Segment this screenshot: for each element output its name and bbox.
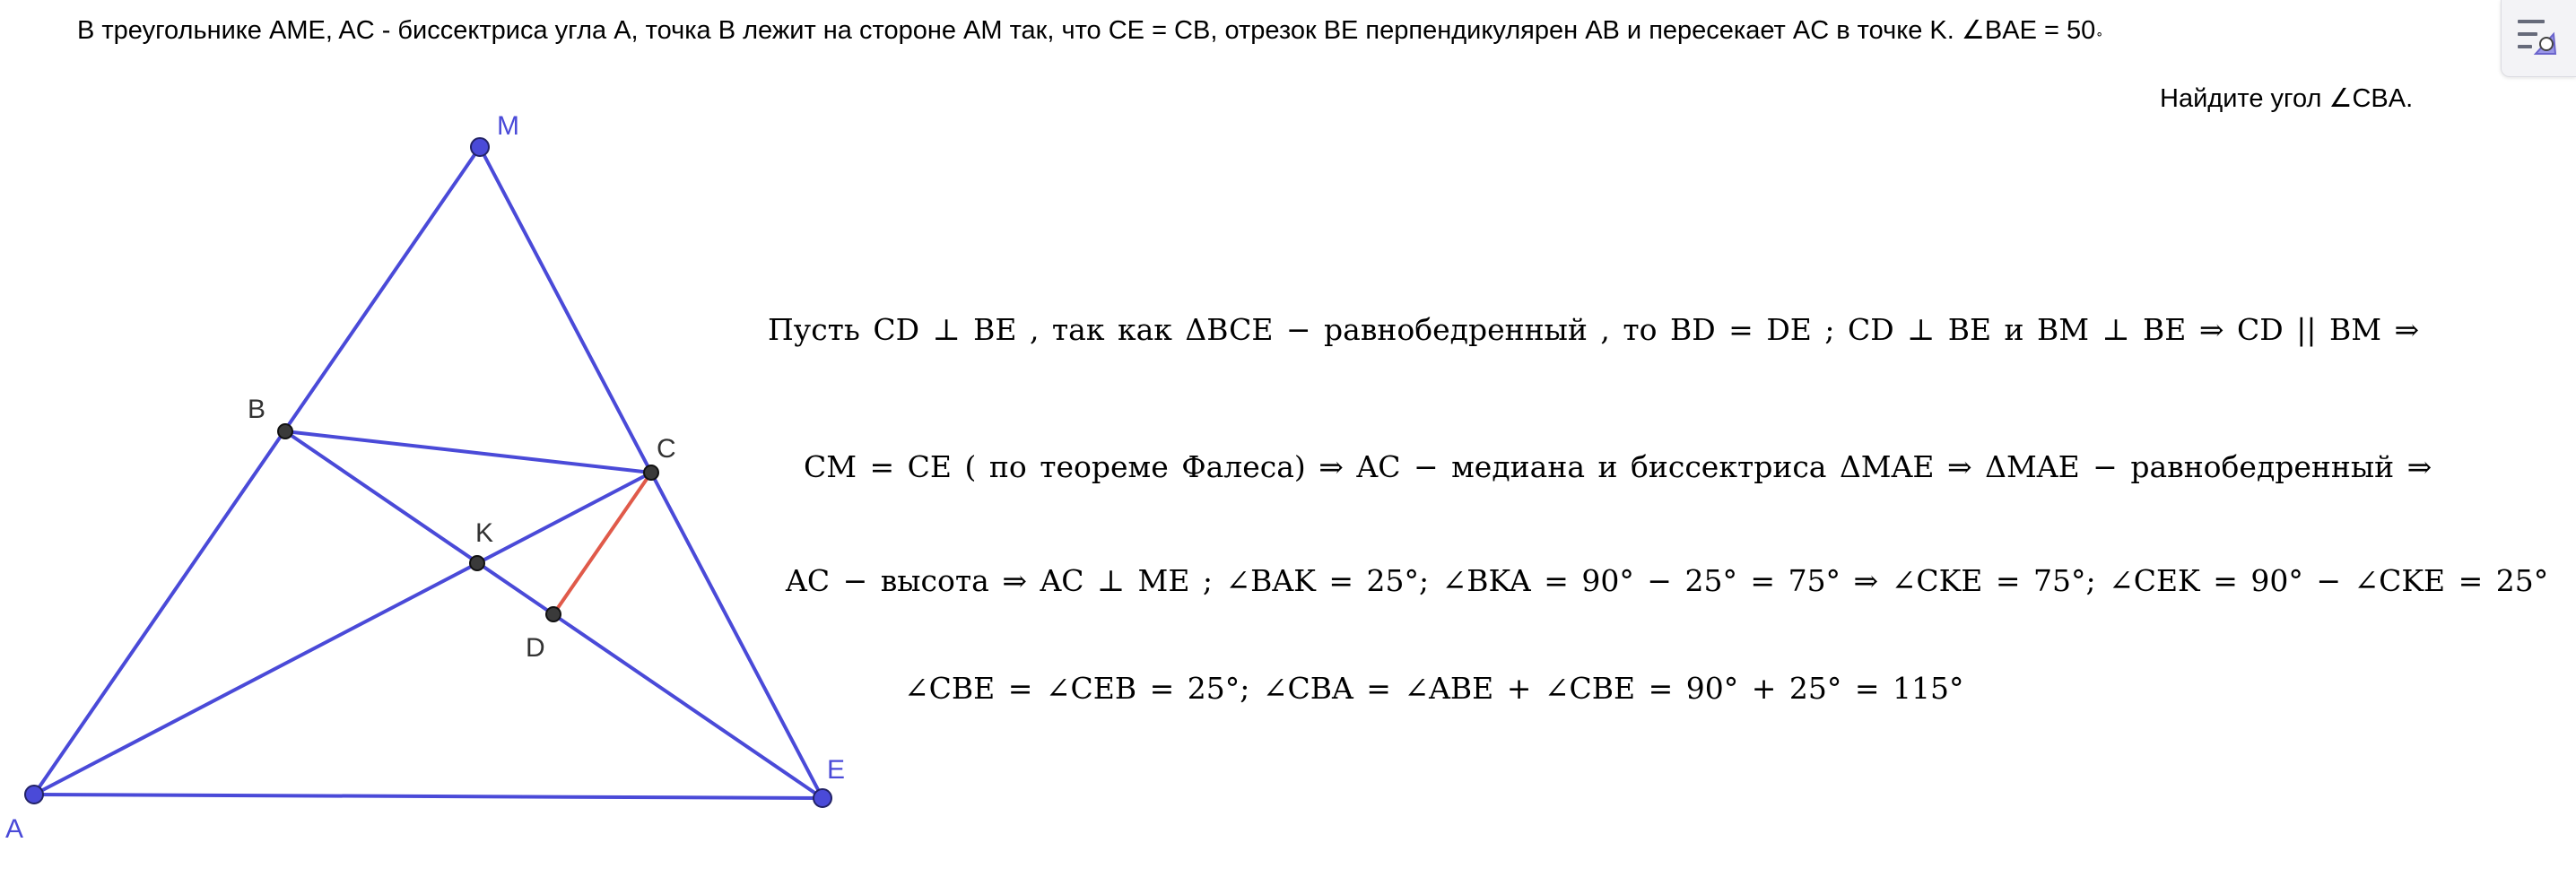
segment-AC bbox=[34, 473, 651, 795]
label-C: C bbox=[657, 434, 676, 464]
point-D bbox=[546, 607, 561, 621]
problem-question: Найдите угол ∠CBA. bbox=[2160, 84, 2414, 113]
label-E: E bbox=[827, 755, 846, 785]
problem-statement-text: В треугольнике AME, AC - биссектриса угла A, точка B лежит на стороне AM так, что CE = CB, отрезок BE перпендикуляpен AB и пересекает AC в точке K. ∠BAE = 50 bbox=[77, 16, 2096, 45]
label-A: A bbox=[5, 814, 24, 844]
solution-line-2: CM = CE ( по теореме Фалеса) ⇒ AC − медиана и биссектриса ΔMAE ⇒ ΔMAE − равнобедренный ⇒ bbox=[804, 449, 2432, 484]
label-B: B bbox=[248, 395, 266, 424]
solution-line-4: ∠CBE = ∠CEB = 25°; ∠CBA = ∠ABE + ∠CBE = 90° + 25° = 115° bbox=[904, 671, 1964, 706]
solution-line-3: AC − высота ⇒ AC ⊥ ME ; ∠BAK = 25°; ∠BKA = 90° − 25° = 75° ⇒ ∠CKE = 75°; ∠CEK = 90° − ∠CKE = 25° bbox=[786, 563, 2549, 598]
segment-BC bbox=[285, 431, 651, 473]
label-M: M bbox=[497, 111, 519, 141]
point-K bbox=[470, 556, 484, 570]
segment-AE bbox=[34, 795, 822, 798]
segment-AM bbox=[34, 147, 480, 795]
point-C bbox=[644, 465, 658, 480]
hamburger-triangle-icon bbox=[2502, 0, 2576, 77]
degree-sign: ∘ bbox=[2095, 26, 2103, 40]
geometry-figure bbox=[0, 0, 861, 886]
label-K: K bbox=[475, 518, 494, 548]
point-M bbox=[471, 138, 489, 156]
point-B bbox=[278, 424, 292, 439]
point-A bbox=[25, 786, 43, 803]
point-E bbox=[814, 789, 831, 807]
label-D: D bbox=[526, 633, 545, 663]
segment-CD bbox=[553, 473, 651, 614]
menu-button[interactable] bbox=[2501, 0, 2576, 77]
solution-line-1: Пусть CD ⊥ BE , так как ΔBCE − равнобедренный , то BD = DE ; CD ⊥ BE и BM ⊥ BE ⇒ CD || BM ⇒ bbox=[768, 312, 2420, 347]
